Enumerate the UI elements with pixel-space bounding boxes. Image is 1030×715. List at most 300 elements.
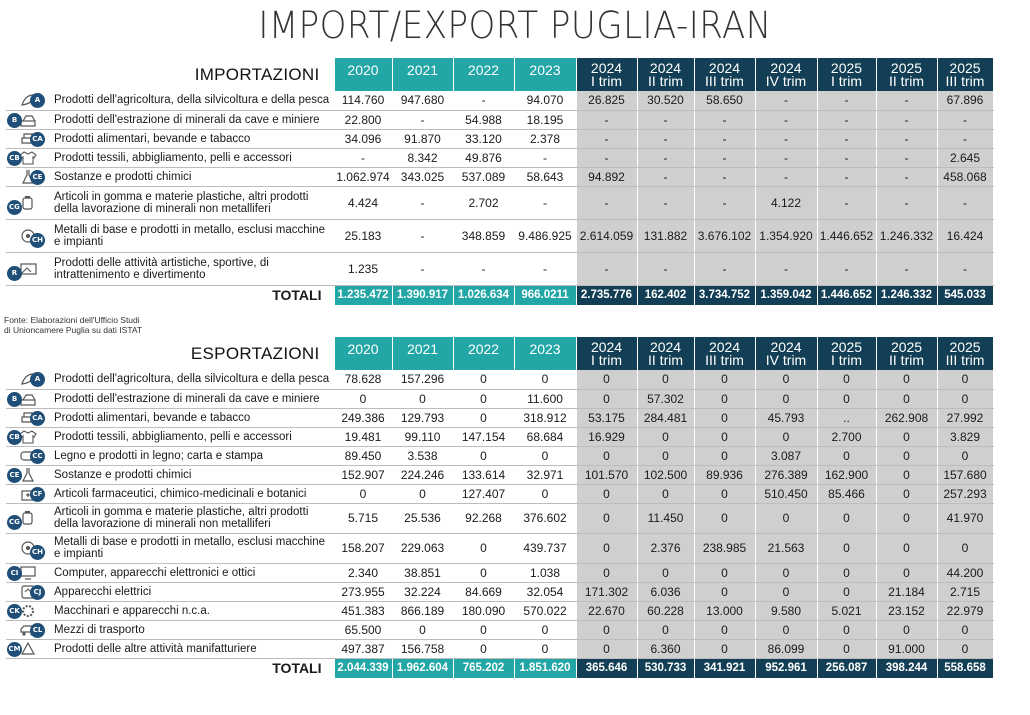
total-cell: 765.202 — [453, 658, 514, 678]
category-label: Metalli di base e prodotti in metallo, esclusi macchine e impianti — [52, 219, 334, 252]
category-label: Macchinari e apparecchi n.c.a. — [52, 601, 334, 620]
category-icon-cell — [6, 408, 52, 427]
column-header-year: 2023 — [529, 341, 561, 357]
pharma-icon — [6, 485, 52, 503]
table-cell: 0 — [453, 446, 514, 465]
column-header — [937, 337, 993, 370]
table-cell: 1.354.920 — [755, 219, 817, 252]
table-cell: 0 — [876, 427, 937, 446]
column-header-period: II trim — [889, 72, 924, 89]
table-cell: 157.296 — [392, 370, 453, 389]
category-label: Articoli in gomma e materie plastiche, altri prodotti della lavorazione di minerali non metalliferi — [52, 503, 334, 533]
table-cell: 0 — [453, 639, 514, 658]
category-label: Articoli in gomma e materie plastiche, altri prodotti della lavorazione di minerali non metalliferi — [52, 186, 334, 219]
table-cell: - — [817, 91, 876, 110]
table-cell: 26.825 — [576, 91, 637, 110]
table-cell: 348.859 — [453, 219, 514, 252]
computer-icon — [6, 564, 52, 582]
table-cell: 156.758 — [392, 639, 453, 658]
textile-icon — [6, 149, 52, 167]
table-row — [6, 620, 993, 639]
table-cell: 0 — [694, 427, 755, 446]
table-cell: 0 — [637, 446, 694, 465]
table-row — [6, 465, 993, 484]
column-header-period: II trim — [889, 351, 925, 368]
table-cell: 5.715 — [334, 503, 392, 533]
column-header — [576, 58, 637, 91]
total-cell: 952.961 — [755, 658, 817, 678]
table-cell: .. — [817, 408, 876, 427]
table-cell: - — [514, 186, 576, 219]
column-header-year: 2021 — [406, 341, 439, 357]
table-cell: 94.892 — [576, 167, 637, 186]
total-cell: 2.735.776 — [576, 285, 637, 305]
category-label: Metalli di base e prodotti in metallo, esclusi macchine e impianti — [52, 533, 334, 563]
table-cell: 229.063 — [392, 533, 453, 563]
table-cell: 4.122 — [755, 186, 817, 219]
table-cell: 0 — [392, 389, 453, 408]
table-row — [6, 563, 993, 582]
table-cell: 0 — [694, 582, 755, 601]
table-cell: 0 — [637, 427, 694, 446]
column-header-period: I trim — [830, 72, 863, 89]
table-cell: 32.224 — [392, 582, 453, 601]
table-cell: - — [876, 129, 937, 148]
table-cell: - — [392, 110, 453, 129]
category-icon-cell — [6, 563, 52, 582]
column-header-year: 2020 — [347, 62, 379, 78]
category-icon-cell — [6, 503, 52, 533]
column-header-year: 2021 — [406, 62, 439, 78]
total-cell: 1.246.332 — [876, 285, 937, 305]
category-icon-cell — [6, 110, 52, 129]
section-title: ESPORTAZIONI — [190, 343, 320, 363]
table-cell: 45.793 — [755, 408, 817, 427]
table-cell: 0 — [392, 484, 453, 503]
header-row — [6, 58, 993, 91]
source-line: di Unioncamere Puglia su dati ISTAT — [4, 325, 143, 335]
ateco-code-badge: CB — [7, 430, 22, 445]
table-cell: 1.446.652 — [817, 219, 876, 252]
table-cell: 32.971 — [514, 465, 576, 484]
table-cell: 91.870 — [392, 129, 453, 148]
ateco-code-badge: B — [7, 113, 22, 128]
ateco-code-badge: CH — [30, 233, 45, 248]
table-cell: - — [637, 252, 694, 285]
table-cell: 101.570 — [576, 465, 637, 484]
table-row — [6, 167, 993, 186]
table-cell: - — [576, 186, 637, 219]
table-cell: - — [514, 148, 576, 167]
ateco-code-badge: CA — [30, 132, 45, 147]
plastics-icon — [6, 509, 52, 527]
table-cell: 0 — [637, 484, 694, 503]
table-cell: 0 — [937, 370, 993, 389]
table-cell: 21.563 — [755, 533, 817, 563]
table-cell: 21.184 — [876, 582, 937, 601]
table-cell: 0 — [694, 639, 755, 658]
table-cell: 0 — [576, 563, 637, 582]
table-cell: 0 — [817, 503, 876, 533]
category-label: Legno e prodotti in legno; carta e stampa — [52, 446, 334, 465]
table-cell: 497.387 — [334, 639, 392, 658]
table-cell: - — [876, 148, 937, 167]
total-cell: 1.026.634 — [453, 285, 514, 305]
table-cell: 0 — [514, 370, 576, 389]
table-cell: 68.684 — [514, 427, 576, 446]
table-cell: 57.302 — [637, 389, 694, 408]
chemistry-icon — [6, 466, 52, 484]
table-cell: - — [453, 91, 514, 110]
table-cell: 1.062.974 — [334, 167, 392, 186]
food-icon — [6, 409, 52, 427]
table-cell: 0 — [514, 484, 576, 503]
table-cell: - — [755, 91, 817, 110]
table-cell: 0 — [576, 620, 637, 639]
table-cell: - — [817, 129, 876, 148]
table-row — [6, 484, 993, 503]
table-cell: 0 — [755, 427, 817, 446]
column-header-period: I trim — [590, 72, 623, 89]
ateco-code-badge: B — [7, 392, 22, 407]
column-header-year: 2024 — [708, 59, 741, 76]
table-cell: - — [637, 110, 694, 129]
table-cell: 11.450 — [637, 503, 694, 533]
arts-icon — [6, 260, 52, 278]
table-cell: 0 — [937, 446, 993, 465]
column-header-year: 2024 — [590, 59, 623, 76]
table-cell: 0 — [392, 620, 453, 639]
table-cell: - — [694, 167, 755, 186]
total-cell: 162.402 — [637, 285, 694, 305]
category-label: Prodotti tessili, abbigliamento, pelli e accessori — [52, 148, 334, 167]
total-cell: 1.235.472 — [334, 285, 392, 305]
table-cell: 3.087 — [755, 446, 817, 465]
category-label: Prodotti alimentari, bevande e tabacco — [52, 129, 334, 148]
table-cell: - — [694, 129, 755, 148]
column-header-period: I trim — [590, 351, 623, 368]
ateco-code-badge: CF — [30, 487, 45, 502]
totals-row — [6, 658, 993, 678]
table-cell: 32.054 — [514, 582, 576, 601]
table-cell: 34.096 — [334, 129, 392, 148]
column-header — [637, 337, 694, 370]
table-cell: - — [876, 91, 937, 110]
column-header — [876, 58, 937, 91]
ateco-code-badge: CB — [7, 151, 22, 166]
table-cell: 78.628 — [334, 370, 392, 389]
table-cell: 0 — [937, 639, 993, 658]
ateco-code-badge: CL — [30, 623, 45, 638]
table-row — [6, 408, 993, 427]
ateco-code-badge: CM — [7, 642, 22, 657]
table-cell: - — [755, 252, 817, 285]
total-cell: 341.921 — [694, 658, 755, 678]
total-cell: 530.733 — [637, 658, 694, 678]
table-cell: 0 — [694, 408, 755, 427]
table-cell: - — [392, 219, 453, 252]
ateco-code-badge: CH — [30, 545, 45, 560]
ateco-code-badge: A — [30, 372, 45, 387]
column-header-year: 2024 — [708, 338, 741, 355]
category-icon-cell — [6, 582, 52, 601]
category-label: Prodotti dell'estrazione di minerali da cave e miniere — [52, 110, 334, 129]
table-cell: 0 — [514, 620, 576, 639]
table-cell: 0 — [694, 370, 755, 389]
chemistry-icon — [6, 168, 52, 186]
table-cell: 22.670 — [576, 601, 637, 620]
category-label: Sostanze e prodotti chimici — [52, 167, 334, 186]
table-cell: 318.912 — [514, 408, 576, 427]
vehicle-icon — [6, 621, 52, 639]
column-header — [392, 337, 453, 370]
table-cell: - — [937, 129, 993, 148]
ateco-code-badge: CE — [30, 170, 45, 185]
table-cell: 0 — [755, 389, 817, 408]
table-cell: 0 — [694, 446, 755, 465]
table-cell: 0 — [876, 620, 937, 639]
table-cell: 102.500 — [637, 465, 694, 484]
ateco-code-badge: CG — [7, 515, 22, 530]
category-icon-cell — [6, 148, 52, 167]
totals-label: TOTALI — [272, 660, 322, 677]
table-cell: 343.025 — [392, 167, 453, 186]
table-cell: 60.228 — [637, 601, 694, 620]
table-cell: 0 — [576, 484, 637, 503]
table-cell: 1.235 — [334, 252, 392, 285]
ateco-code-badge: CK — [7, 604, 22, 619]
table-cell: 0 — [453, 370, 514, 389]
table-cell: 86.099 — [755, 639, 817, 658]
category-label: Prodotti dell'agricoltura, della silvicoltura e della pesca — [52, 370, 334, 389]
category-icon-cell — [6, 465, 52, 484]
category-label: Sostanze e prodotti chimici — [52, 465, 334, 484]
column-header-period: III trim — [705, 351, 744, 368]
table-cell: 131.882 — [637, 219, 694, 252]
table-cell: 0 — [453, 563, 514, 582]
column-header-year: 2022 — [467, 341, 500, 357]
table-cell: 3.829 — [937, 427, 993, 446]
table-cell: 0 — [514, 446, 576, 465]
column-header-period: II trim — [648, 351, 684, 368]
table-cell: 58.650 — [694, 91, 755, 110]
table-cell: 0 — [637, 370, 694, 389]
table-cell: - — [817, 186, 876, 219]
table-cell: 458.068 — [937, 167, 993, 186]
ateco-code-badge: CI — [7, 566, 22, 581]
table-cell: 38.851 — [392, 563, 453, 582]
table-cell: 866.189 — [392, 601, 453, 620]
table-cell: 376.602 — [514, 503, 576, 533]
totals-label: TOTALI — [272, 287, 322, 304]
table-cell: 0 — [694, 389, 755, 408]
category-label: Apparecchi elettrici — [52, 582, 334, 601]
table-cell: 0 — [694, 620, 755, 639]
table-cell: 273.955 — [334, 582, 392, 601]
table-cell: - — [637, 129, 694, 148]
column-header — [334, 337, 392, 370]
table-cell: 2.378 — [514, 129, 576, 148]
table-cell: 0 — [755, 620, 817, 639]
importazioni-table — [6, 58, 994, 305]
column-header-year: 2025 — [830, 59, 863, 76]
table-cell: 0 — [876, 465, 937, 484]
table-cell: - — [694, 252, 755, 285]
table-cell: 0 — [576, 370, 637, 389]
category-icon-cell — [6, 446, 52, 465]
table-cell: 451.383 — [334, 601, 392, 620]
exports-table-section — [6, 337, 1026, 678]
ateco-code-badge: CG — [7, 200, 22, 215]
column-header-year: 2025 — [830, 338, 863, 355]
table-cell: 89.450 — [334, 446, 392, 465]
table-row — [6, 252, 993, 285]
table-cell: 114.760 — [334, 91, 392, 110]
table-cell: 0 — [937, 533, 993, 563]
column-header — [392, 58, 453, 91]
category-icon-cell — [6, 91, 52, 110]
category-label: Computer, apparecchi elettronici e ottici — [52, 563, 334, 582]
column-header — [514, 58, 576, 91]
table-row — [6, 129, 993, 148]
table-cell: - — [576, 110, 637, 129]
table-cell: 2.702 — [453, 186, 514, 219]
table-cell: 85.466 — [817, 484, 876, 503]
table-cell: 3.676.102 — [694, 219, 755, 252]
table-cell: 510.450 — [755, 484, 817, 503]
table-cell: 180.090 — [453, 601, 514, 620]
agriculture-icon — [6, 91, 52, 109]
column-header-year: 2024 — [590, 338, 623, 355]
table-cell: 0 — [453, 533, 514, 563]
table-cell: 257.293 — [937, 484, 993, 503]
section-title: IMPORTAZIONI — [194, 64, 320, 84]
table-cell: 0 — [817, 639, 876, 658]
table-cell: 33.120 — [453, 129, 514, 148]
table-cell: 537.089 — [453, 167, 514, 186]
table-row — [6, 186, 993, 219]
category-icon-cell — [6, 389, 52, 408]
source-line: Fonte: Elaborazioni dell'Ufficio Studi — [4, 315, 140, 325]
table-cell: - — [576, 252, 637, 285]
totals-row — [6, 285, 993, 305]
table-cell: 249.386 — [334, 408, 392, 427]
table-row — [6, 427, 993, 446]
table-cell: - — [392, 186, 453, 219]
table-cell: 0 — [876, 563, 937, 582]
table-cell: - — [755, 129, 817, 148]
table-cell: 9.486.925 — [514, 219, 576, 252]
table-cell: 1.246.332 — [876, 219, 937, 252]
table-cell: 13.000 — [694, 601, 755, 620]
table-cell: 9.580 — [755, 601, 817, 620]
table-row — [6, 219, 993, 252]
column-header — [755, 337, 817, 370]
column-header-year: 2024 — [649, 338, 682, 355]
table-cell: 0 — [876, 533, 937, 563]
table-cell: 0 — [876, 503, 937, 533]
category-icon-cell — [6, 639, 52, 658]
column-header — [817, 58, 876, 91]
table-cell: 0 — [453, 408, 514, 427]
table-cell: 65.500 — [334, 620, 392, 639]
table-cell: - — [694, 186, 755, 219]
mining-icon — [6, 111, 52, 129]
table-cell: 0 — [637, 563, 694, 582]
table-cell: 8.342 — [392, 148, 453, 167]
ateco-code-badge: R — [7, 266, 22, 281]
table-cell: 0 — [576, 389, 637, 408]
esportazioni-table — [6, 337, 994, 678]
ateco-code-badge: CJ — [30, 585, 45, 600]
table-cell: 2.715 — [937, 582, 993, 601]
table-cell: 1.038 — [514, 563, 576, 582]
table-cell: 0 — [755, 563, 817, 582]
table-cell: - — [755, 148, 817, 167]
table-cell: - — [694, 110, 755, 129]
wood-icon — [6, 447, 52, 465]
category-icon-cell — [6, 533, 52, 563]
table-cell: 147.154 — [453, 427, 514, 446]
table-cell: 92.268 — [453, 503, 514, 533]
column-header-period: III trim — [705, 72, 744, 89]
table-cell: 6.036 — [637, 582, 694, 601]
total-cell: 3.734.752 — [694, 285, 755, 305]
table-cell: - — [576, 129, 637, 148]
page-title: IMPORT/EXPORT PUGLIA-IRAN — [258, 4, 772, 47]
table-cell: - — [817, 148, 876, 167]
table-cell: 162.900 — [817, 465, 876, 484]
table-cell: 91.000 — [876, 639, 937, 658]
category-icon-cell — [6, 167, 52, 186]
table-cell: 44.200 — [937, 563, 993, 582]
column-header — [817, 337, 876, 370]
category-icon-cell — [6, 129, 52, 148]
table-row — [6, 389, 993, 408]
total-cell: 256.087 — [817, 658, 876, 678]
table-cell: - — [876, 110, 937, 129]
column-header-year: 2023 — [529, 62, 561, 78]
table-row — [6, 110, 993, 129]
column-header — [937, 58, 993, 91]
table-cell: 0 — [817, 389, 876, 408]
table-cell: 30.520 — [637, 91, 694, 110]
table-cell: 2.340 — [334, 563, 392, 582]
total-cell: 966.0211 — [514, 285, 576, 305]
table-cell: 2.645 — [937, 148, 993, 167]
total-cell: 545.033 — [937, 285, 993, 305]
column-header-period: IV trim — [765, 72, 807, 89]
total-cell: 365.646 — [576, 658, 637, 678]
table-row — [6, 601, 993, 620]
category-label: Articoli farmaceutici, chimico-medicinali e botanici — [52, 484, 334, 503]
table-cell: 84.669 — [453, 582, 514, 601]
table-cell: - — [392, 252, 453, 285]
table-cell: 11.600 — [514, 389, 576, 408]
table-cell: 18.195 — [514, 110, 576, 129]
table-cell: 89.936 — [694, 465, 755, 484]
table-cell: 0 — [576, 503, 637, 533]
table-cell: 0 — [694, 503, 755, 533]
table-cell: 3.538 — [392, 446, 453, 465]
category-icon-cell — [6, 370, 52, 389]
table-cell: 947.680 — [392, 91, 453, 110]
table-cell: 54.988 — [453, 110, 514, 129]
table-row — [6, 446, 993, 465]
column-header-year: 2025 — [890, 59, 923, 76]
table-row — [6, 370, 993, 389]
table-cell: - — [637, 186, 694, 219]
